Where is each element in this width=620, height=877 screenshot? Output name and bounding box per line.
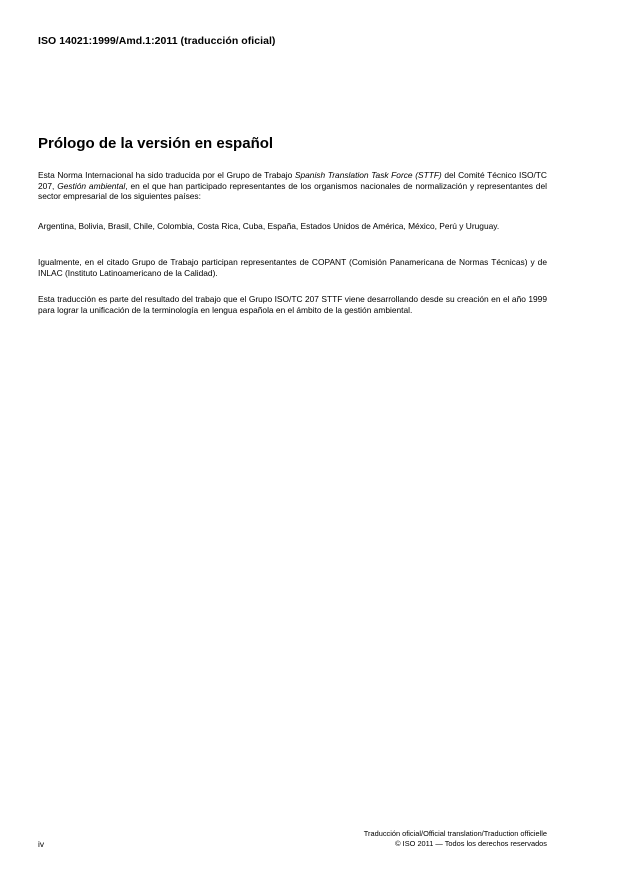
paragraph-italic-text: Gestión ambiental bbox=[57, 180, 126, 191]
paragraph-translation-origin bbox=[38, 170, 547, 202]
section-heading: Prólogo de la versión en español bbox=[38, 135, 274, 152]
footer-page-number: iv bbox=[38, 839, 45, 849]
document-header-title: ISO 14021:1999/Amd.1:2011 (traducción oficial) bbox=[38, 35, 276, 47]
paragraph-italic-text: Spanish Translation Task Force (STTF) bbox=[294, 170, 442, 180]
footer-notice bbox=[364, 829, 547, 849]
paragraph-text: , en el que han participado representantes de los organismos nacionales de normalización y representantes del sector empresarial de los siguientes países: bbox=[38, 180, 547, 201]
paragraph-organizations: Igualmente, en el citado Grupo de Trabajo participan representantes de COPANT (Comisión Panamericana de Normas Técnicas) y de INLAC (Instituto Latinoamericano de la Calidad). bbox=[38, 257, 547, 278]
paragraph-text: Esta Norma Internacional ha sido traducida por el Grupo de Trabajo bbox=[38, 170, 295, 180]
paragraph-countries: Argentina, Bolivia, Brasil, Chile, Colombia, Costa Rica, Cuba, España, Estados Unidos de América, México, Perú y Uruguay. bbox=[38, 221, 500, 231]
paragraph-purpose: Esta traducción es parte del resultado del trabajo que el Grupo ISO/TC 207 STTF viene desarrollando desde su creación en el año 1999 para lograr la unificación de la terminología en lengua española en el ámbito de la gestión ambiental. bbox=[38, 294, 547, 315]
footer-copyright: © ISO 2011 — Todos los derechos reservados bbox=[395, 839, 547, 848]
paragraph-text: del Comité Técnico ISO/TC 207, bbox=[38, 170, 547, 191]
footer-translation-note: Traducción oficial/Official translation/Traduction officielle bbox=[363, 829, 547, 838]
